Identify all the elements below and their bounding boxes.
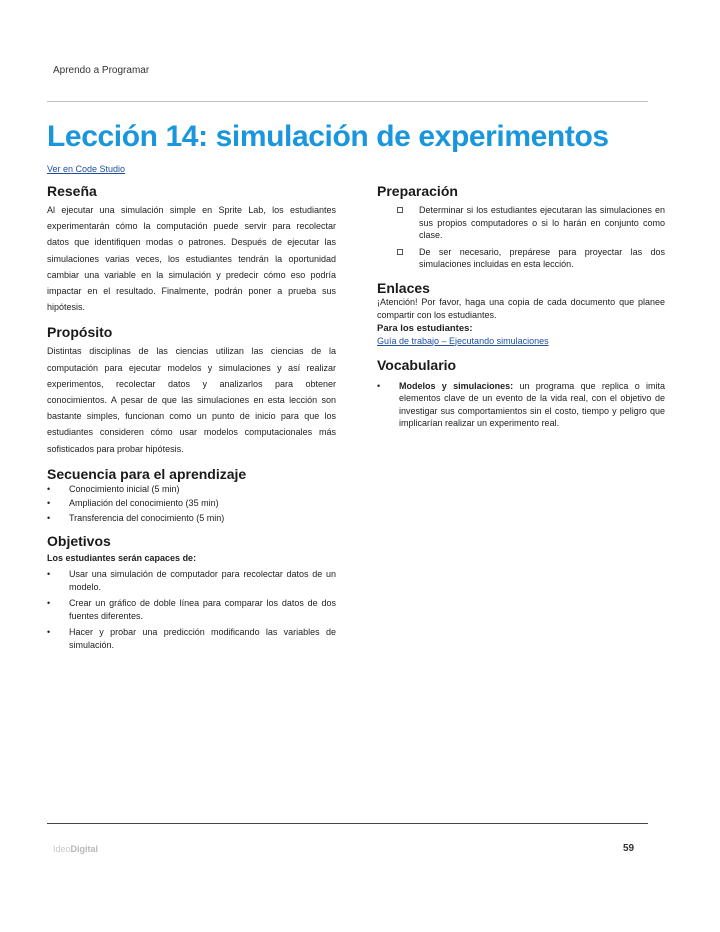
section-secuencia — [47, 467, 336, 525]
list-item: • Crear un gráfico de doble línea para comparar los datos de dos fuentes diferentes. — [47, 598, 336, 621]
section-body: Distintas disciplinas de las ciencias utilizan las ciencias de la computación para ejecutar modelos y simulaciones y así realizar experimentos, recolectar datos y analizarlos para obtener conocimientos. A pesar de que las simulaciones en esta lección son bastante simples, funcionan como un punto de inicio para que los estudiantes consideren cómo usar modelos computacionales más sofisticados para probar hipótesis. — [47, 346, 336, 454]
section-heading: Vocabulario — [377, 356, 457, 373]
bullet-icon: • — [47, 498, 51, 509]
section-resena — [47, 184, 336, 315]
right-column — [377, 184, 665, 440]
students-worksheet-link[interactable]: Guía de trabajo – Ejecutando simulaciones — [377, 335, 549, 346]
bullet-icon: • — [377, 380, 381, 391]
section-body: Al ejecutar una simulación simple en Sprite Lab, los estudiantes experimentarán cómo la computación puede servir para recolectar datos que identifiquen modas o patrones. Después de ejecutar las simulaciones varias veces, los estudiantes tendrán la oportunidad cambiar una variable en la simulación y predecir cómo eso podría impactar en el resultado. Finalmente, podrán poner a prueba sus hipótesis. — [47, 205, 336, 313]
list-item: • Hacer y probar una predicción modificando las variables de simulación. — [47, 627, 336, 650]
page-number: 59 — [623, 843, 635, 854]
enlaces-notice: ¡Atención! Por favor, haga una copia de cada documento que planee compartir con los estudiantes. — [377, 296, 665, 320]
bullet-icon: • — [47, 627, 51, 638]
secuencia-list — [47, 483, 336, 525]
section-heading: Enlaces — [377, 279, 430, 296]
bullet-icon: • — [47, 512, 51, 523]
checkbox-square-icon — [397, 249, 403, 255]
footer-divider — [47, 823, 648, 824]
bullet-icon: • — [47, 598, 51, 609]
section-vocabulario — [377, 358, 665, 430]
bullet-icon: • — [47, 483, 51, 494]
page-title: Lección 14: simulación de experimentos — [47, 120, 609, 153]
section-heading: Objetivos — [47, 533, 111, 550]
running-header: Aprendo a Programar — [53, 65, 150, 76]
objetivos-intro: Los estudiantes serán capaces de: — [47, 553, 197, 564]
checkbox-square-icon — [397, 207, 403, 213]
preparacion-list — [377, 204, 665, 271]
section-heading: Reseña — [47, 183, 97, 199]
header-divider — [47, 101, 648, 102]
objetivos-list — [47, 568, 336, 651]
vocab-definition: un programa que replica o imita elementos clave de un evento de la vida real, con el objetivo de investigar sus comportamientos sin el costo, tiempo y peligro que implicarían realizar un experimento real. — [399, 380, 666, 428]
list-item: De ser necesario, prepárese para proyectar las dos simulaciones incluidas en esta lección. — [377, 246, 665, 271]
vocab-term: Modelos y simulaciones: — [399, 380, 514, 391]
section-preparacion — [377, 184, 665, 271]
section-heading: Propósito — [47, 324, 113, 341]
footer-brand-logo: IdeoDigital — [53, 844, 99, 854]
list-item: • Usar una simulación de computador para recolectar datos de un modelo. — [47, 569, 336, 592]
list-item: • Transferencia del conocimiento (5 min) — [47, 512, 225, 523]
students-label: Para los estudiantes: — [377, 322, 473, 334]
list-item: • Ampliación del conocimiento (35 min) — [47, 498, 219, 509]
section-enlaces — [377, 281, 665, 348]
vocabulario-list — [377, 380, 665, 430]
section-heading: Preparación — [377, 183, 458, 199]
left-column — [47, 184, 336, 661]
vocab-item — [377, 380, 665, 430]
section-proposito — [47, 325, 336, 456]
section-heading: Secuencia para el aprendizaje — [47, 465, 247, 482]
list-item: • Conocimiento inicial (5 min) — [47, 483, 180, 494]
bullet-icon: • — [47, 569, 51, 580]
section-objetivos — [47, 534, 336, 651]
code-studio-link[interactable]: Ver en Code Studio — [47, 164, 126, 174]
list-item: Determinar si los estudiantes ejecutaran las simulaciones en sus propios computadores o si lo harán en conjunto como clase. — [377, 204, 665, 242]
